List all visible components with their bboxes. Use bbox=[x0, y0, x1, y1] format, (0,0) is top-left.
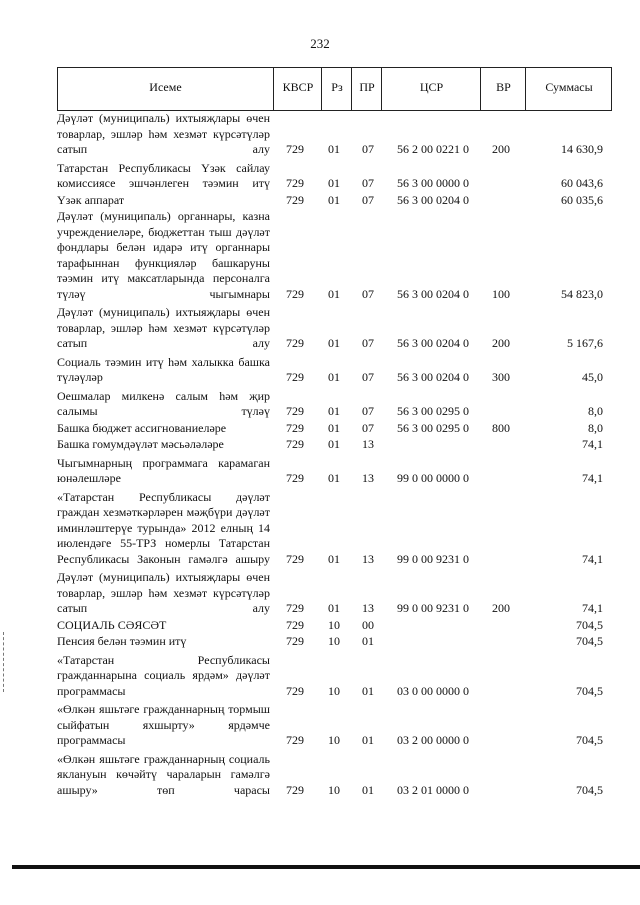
row-pr: 13 bbox=[362, 551, 374, 566]
row-name: «Өлкән яшьтәге гражданнарның тормыш сыйфатын яхшырту» ярдәмче программасы bbox=[57, 702, 270, 747]
header-rz: Рз bbox=[321, 68, 352, 110]
row-csr: 56 3 00 0204 0 bbox=[397, 370, 469, 384]
row-csr: 03 2 00 0000 0 bbox=[397, 733, 469, 747]
table-row bbox=[57, 752, 612, 799]
table-row bbox=[57, 355, 612, 386]
row-name: СОЦИАЛЬ СӘЯСӘТ bbox=[57, 617, 167, 632]
row-csr: 99 0 00 9231 0 bbox=[397, 601, 469, 615]
budget-table bbox=[57, 67, 612, 798]
row-pr: 07 bbox=[362, 336, 374, 350]
row-csr: 56 3 00 0295 0 bbox=[397, 404, 469, 418]
row-pr: 01 bbox=[362, 782, 374, 797]
row-sum: 704,5 bbox=[576, 683, 603, 698]
row-csr: 56 2 00 0221 0 bbox=[397, 142, 469, 156]
row-vr: 300 bbox=[492, 370, 510, 384]
table-row bbox=[57, 702, 612, 749]
header-pr: ПР bbox=[351, 68, 382, 110]
header-sum: Суммасы bbox=[525, 68, 612, 110]
row-sum: 54 823,0 bbox=[561, 286, 603, 301]
row-name: Татарстан Республикасы Үзәк сайлау комиссиясе эшчәнлеген тәэмин итү bbox=[57, 160, 270, 190]
row-csr: 56 3 00 0204 0 bbox=[397, 336, 469, 350]
row-rz: 10 bbox=[328, 634, 340, 648]
row-name: Дәүләт (муниципаль) ихтыяҗлары өчен товарлар, эшләр һәм хезмәт күрсәтүләр сатып алу bbox=[57, 570, 270, 615]
row-name: «Татарстан Республикасы дәүләт граждан хезмәткәрләрен мәҗбүри дәүләт иминләштерүе турында» 2012 елның 14 июлендәге 55-ТРЗ номерлы Татарстан Республикасы Законын гамәлгә ашыру bbox=[57, 489, 270, 566]
row-pr: 07 bbox=[362, 192, 374, 207]
row-kvsr: 729 bbox=[286, 142, 304, 156]
row-csr: 56 3 00 0295 0 bbox=[397, 420, 469, 435]
row-csr: 99 0 00 0000 0 bbox=[397, 471, 469, 485]
row-kvsr: 729 bbox=[286, 420, 304, 435]
row-vr: 200 bbox=[492, 142, 510, 156]
row-name: Чыгымнарның программага карамаган юнәлешләре bbox=[57, 455, 270, 485]
row-sum: 704,5 bbox=[576, 733, 603, 747]
table-row bbox=[57, 111, 612, 158]
row-csr: 99 0 00 9231 0 bbox=[397, 551, 469, 566]
table-row bbox=[57, 437, 612, 453]
row-kvsr: 729 bbox=[286, 437, 304, 451]
row-kvsr: 729 bbox=[286, 370, 304, 384]
row-rz: 10 bbox=[328, 683, 340, 698]
row-rz: 10 bbox=[328, 733, 340, 747]
row-sum: 74,1 bbox=[582, 601, 603, 615]
row-name: «Өлкән яшьтәге гражданнарның социаль яклануын көчәйтү чараларын гамәлгә ашыру» төп чарасы bbox=[57, 751, 270, 797]
row-pr: 07 bbox=[362, 286, 374, 301]
row-pr: 13 bbox=[362, 471, 374, 485]
row-rz: 01 bbox=[328, 404, 340, 418]
table-row bbox=[57, 305, 612, 352]
row-sum: 60 035,6 bbox=[561, 192, 603, 207]
table-row bbox=[57, 389, 612, 420]
row-kvsr: 729 bbox=[286, 634, 304, 648]
table-row bbox=[57, 456, 612, 487]
row-pr: 07 bbox=[362, 404, 374, 418]
row-name: «Татарстан Республикасы гражданнарына социаль ярдәм» дәүләт программасы bbox=[57, 652, 270, 698]
row-kvsr: 729 bbox=[286, 733, 304, 747]
row-name: Дәүләт (муниципаль) ихтыяҗлары өчен товарлар, эшләр һәм хезмәт күрсәтүләр сатып алу bbox=[57, 111, 270, 156]
row-pr: 13 bbox=[362, 601, 374, 615]
row-rz: 01 bbox=[328, 551, 340, 566]
row-rz: 01 bbox=[328, 471, 340, 485]
row-name: Оешмалар милкенә салым һәм җир салымы түләү bbox=[57, 388, 270, 418]
bottom-border bbox=[12, 865, 640, 869]
row-kvsr: 729 bbox=[286, 617, 304, 632]
row-sum: 74,1 bbox=[582, 471, 603, 485]
row-kvsr: 729 bbox=[286, 471, 304, 485]
table-header bbox=[57, 67, 612, 111]
table-row bbox=[57, 618, 612, 634]
row-pr: 01 bbox=[362, 683, 374, 698]
row-pr: 13 bbox=[362, 437, 374, 451]
row-csr: 03 0 00 0000 0 bbox=[397, 683, 469, 698]
row-name: Башка гомумдәүләт мәсьәләләре bbox=[57, 437, 224, 451]
table-row bbox=[57, 161, 612, 192]
header-csr: ЦСР bbox=[381, 68, 481, 110]
row-csr: 56 3 00 0204 0 bbox=[397, 286, 469, 301]
row-vr: 200 bbox=[492, 601, 510, 615]
row-rz: 01 bbox=[328, 142, 340, 156]
row-kvsr: 729 bbox=[286, 404, 304, 418]
row-pr: 07 bbox=[362, 142, 374, 156]
row-sum: 8,0 bbox=[588, 420, 603, 435]
table-body bbox=[57, 111, 612, 798]
row-rz: 01 bbox=[328, 601, 340, 615]
row-kvsr: 729 bbox=[286, 286, 304, 301]
row-name: Пенсия белән тәэмин итү bbox=[57, 634, 187, 648]
row-sum: 45,0 bbox=[582, 370, 603, 384]
row-rz: 01 bbox=[328, 336, 340, 350]
row-vr: 100 bbox=[492, 286, 510, 301]
row-sum: 74,1 bbox=[582, 437, 603, 451]
page-number: 232 bbox=[310, 36, 330, 51]
row-rz: 01 bbox=[328, 420, 340, 435]
header-vr: ВР bbox=[480, 68, 526, 110]
row-pr: 07 bbox=[362, 420, 374, 435]
table-row bbox=[57, 653, 612, 700]
row-csr: 03 2 01 0000 0 bbox=[397, 782, 469, 797]
row-rz: 10 bbox=[328, 782, 340, 797]
table-row bbox=[57, 634, 612, 650]
row-kvsr: 729 bbox=[286, 176, 304, 190]
row-kvsr: 729 bbox=[286, 336, 304, 350]
row-rz: 01 bbox=[328, 370, 340, 384]
row-rz: 01 bbox=[328, 176, 340, 190]
row-rz: 01 bbox=[328, 192, 340, 207]
row-sum: 74,1 bbox=[582, 551, 603, 566]
row-pr: 07 bbox=[362, 176, 374, 190]
table-row bbox=[57, 209, 612, 302]
row-rz: 01 bbox=[328, 286, 340, 301]
row-kvsr: 729 bbox=[286, 192, 304, 207]
row-name: Социаль тәэмин итү һәм халыкка башка түләүләр bbox=[57, 354, 270, 384]
table-row bbox=[57, 421, 612, 437]
row-kvsr: 729 bbox=[286, 601, 304, 615]
row-pr: 07 bbox=[362, 370, 374, 384]
row-rz: 10 bbox=[328, 617, 340, 632]
row-sum: 60 043,6 bbox=[561, 176, 603, 190]
row-rz: 01 bbox=[328, 437, 340, 451]
table-row bbox=[57, 490, 612, 568]
table-row bbox=[57, 570, 612, 617]
row-sum: 8,0 bbox=[588, 404, 603, 418]
row-vr: 800 bbox=[492, 420, 510, 435]
row-kvsr: 729 bbox=[286, 683, 304, 698]
row-csr: 56 3 00 0204 0 bbox=[397, 192, 469, 207]
header-kvsr: КВСР bbox=[273, 68, 322, 110]
row-sum: 14 630,9 bbox=[561, 142, 603, 156]
row-name: Дәүләт (муниципаль) ихтыяҗлары өчен товарлар, эшләр һәм хезмәт күрсәтүләр сатып алу bbox=[57, 305, 270, 350]
row-kvsr: 729 bbox=[286, 551, 304, 566]
row-pr: 01 bbox=[362, 634, 374, 648]
row-name: Башка бюджет ассигнованиеләре bbox=[57, 420, 227, 435]
row-pr: 00 bbox=[362, 617, 374, 632]
row-csr: 56 3 00 0000 0 bbox=[397, 176, 469, 190]
margin-mark bbox=[3, 632, 5, 692]
row-sum: 704,5 bbox=[576, 782, 603, 797]
row-sum: 704,5 bbox=[576, 617, 603, 632]
row-vr: 200 bbox=[492, 336, 510, 350]
table-row bbox=[57, 193, 612, 209]
row-sum: 704,5 bbox=[576, 634, 603, 648]
header-name: Исеме bbox=[149, 80, 182, 94]
row-name: Үзәк аппарат bbox=[57, 192, 125, 207]
row-kvsr: 729 bbox=[286, 782, 304, 797]
row-sum: 5 167,6 bbox=[567, 336, 603, 350]
row-pr: 01 bbox=[362, 733, 374, 747]
row-name: Дәүләт (муниципаль) органнары, казна учреждениеләре, бюджеттан тыш дәүләт фондлары белән идарә итү органнары тарафыннан функцияләр башкаруны тәэмин итү максатларында персоналга түләү чыгымнары bbox=[57, 209, 270, 301]
